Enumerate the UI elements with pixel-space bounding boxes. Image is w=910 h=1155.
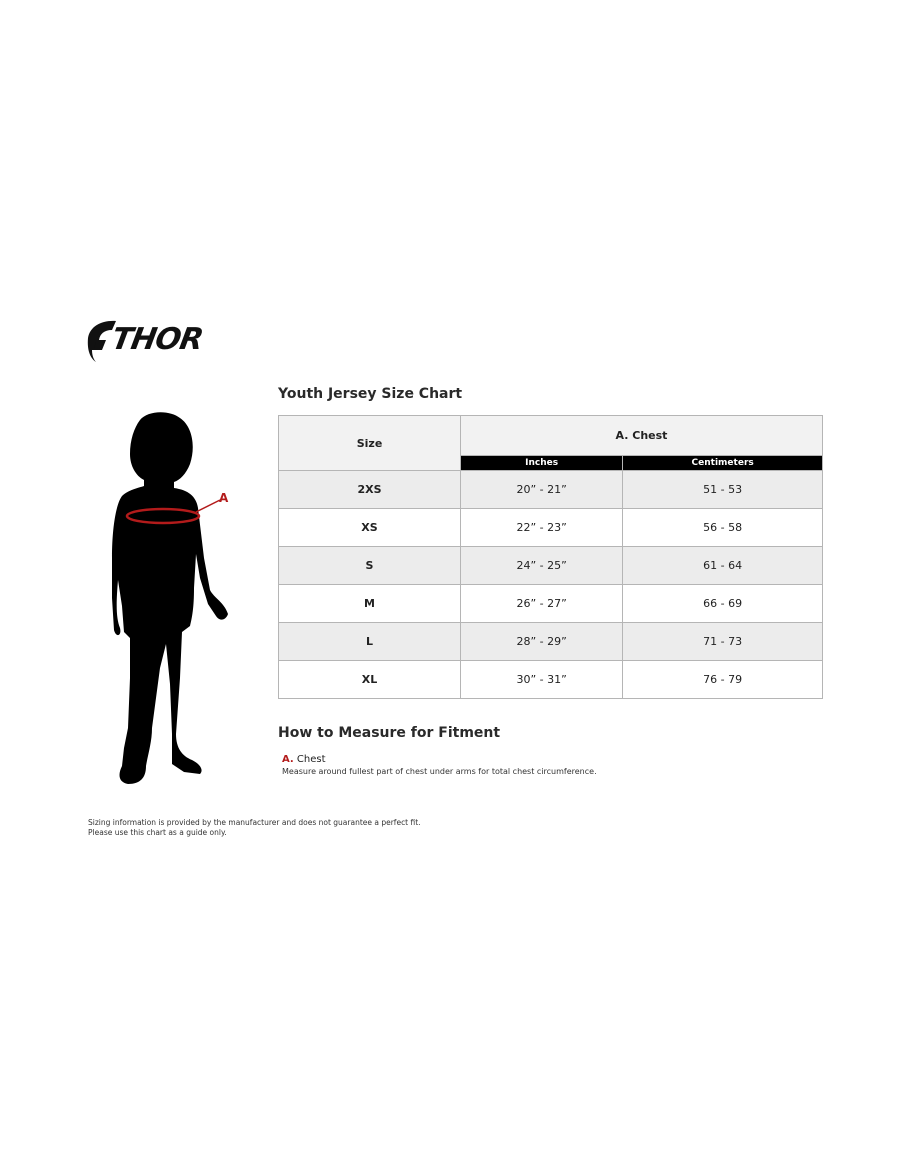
cm-cell: 56 - 58 — [623, 509, 823, 547]
size-cell: M — [279, 585, 461, 623]
brand-wordmark: THOR — [108, 322, 206, 357]
inches-cell: 28” - 29” — [461, 623, 623, 661]
thor-logo — [86, 318, 218, 364]
inches-cell: 20” - 21” — [461, 471, 623, 509]
child-silhouette — [100, 408, 240, 790]
cm-cell: 66 - 69 — [623, 585, 823, 623]
size-header: Size — [279, 416, 461, 471]
cm-cell: 61 - 64 — [623, 547, 823, 585]
inches-cell: 30” - 31” — [461, 661, 623, 699]
centimeters-header: Centimeters — [623, 455, 823, 470]
measure-description: Measure around fullest part of chest under arms for total chest circumference. — [282, 767, 597, 776]
size-chart-table — [278, 415, 823, 699]
disclaimer — [88, 818, 421, 838]
chart-title: Youth Jersey Size Chart — [278, 386, 463, 402]
table-row — [279, 585, 823, 623]
inches-cell: 24” - 25” — [461, 547, 623, 585]
size-cell: L — [279, 623, 461, 661]
disclaimer-line: Sizing information is provided by the manufacturer and does not guarantee a perfect fit. — [88, 818, 421, 827]
measure-title: How to Measure for Fitment — [278, 725, 501, 741]
table-row — [279, 661, 823, 699]
table-row — [279, 509, 823, 547]
inches-cell: 22” - 23” — [461, 509, 623, 547]
disclaimer-line: Please use this chart as a guide only. — [88, 828, 227, 837]
cm-cell: 51 - 53 — [623, 471, 823, 509]
size-cell: XS — [279, 509, 461, 547]
inches-header: Inches — [461, 455, 623, 470]
size-cell: XL — [279, 661, 461, 699]
table-row — [279, 547, 823, 585]
cm-cell: 71 - 73 — [623, 623, 823, 661]
measure-name: Chest — [296, 754, 326, 765]
table-row — [279, 471, 823, 509]
chest-marker-label: A — [219, 491, 229, 505]
chest-header: A. Chest — [461, 416, 823, 456]
cm-cell: 76 - 79 — [623, 661, 823, 699]
inches-cell: 26” - 27” — [461, 585, 623, 623]
size-cell: S — [279, 547, 461, 585]
size-cell: 2XS — [279, 471, 461, 509]
measure-item — [282, 754, 326, 765]
measure-letter: A. — [282, 754, 294, 765]
table-row — [279, 623, 823, 661]
